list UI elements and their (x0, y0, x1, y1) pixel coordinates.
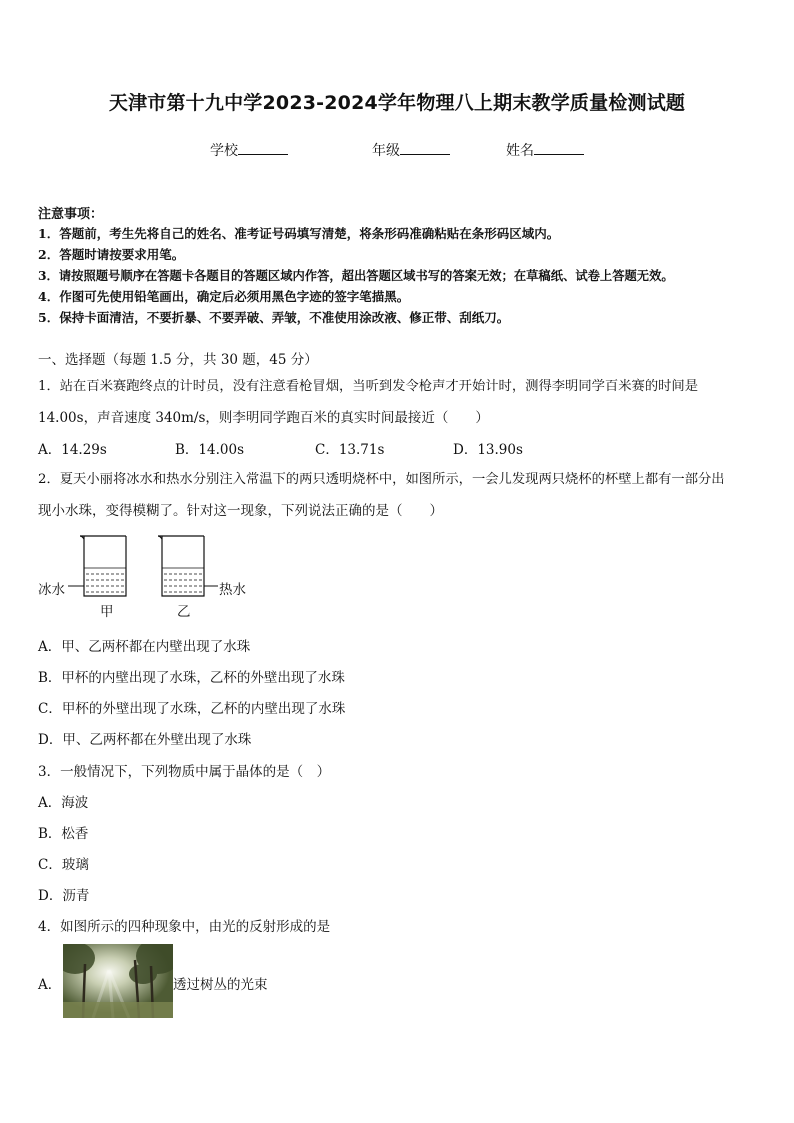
name-field[interactable] (506, 140, 584, 160)
grade-field[interactable] (372, 140, 450, 160)
section-heading: 一、选择题（每题 1.5 分，共 30 题，45 分） (38, 352, 318, 368)
school-label: 学校 (210, 143, 238, 159)
beaker-yi (158, 536, 204, 596)
q3-option-b[interactable]: B．松香 (38, 826, 89, 842)
q3-option-a[interactable]: A．海波 (38, 795, 89, 811)
cup-yi-label: 乙 (177, 604, 191, 620)
notice-item: 2．答题时请按要求用笔。 (38, 247, 185, 262)
page-title: 天津市第十九中学2023-2024学年物理八上期末教学质量检测试题 (108, 92, 686, 114)
q1-stem-line1: 1．站在百米赛跑终点的计时员，没有注意看枪冒烟，当听到发令枪声才开始计时，测得李明同学百米赛的时间是 (38, 379, 699, 394)
q4-option-a-letter[interactable]: A． (38, 977, 62, 993)
q1-stem-line2: 14.00s，声音速度 340m/s，则李明同学跑百米的真实时间最接近（ ） (38, 410, 489, 426)
grade-label: 年级 (372, 143, 400, 159)
q2-option-d[interactable]: D．甲、乙两杯都在外壁出现了水珠 (38, 732, 252, 748)
grade-blank[interactable] (400, 140, 450, 155)
q2-option-c[interactable]: C．甲杯的外壁出现了水珠，乙杯的内壁出现了水珠 (38, 701, 346, 717)
q2-stem-line1: 2．夏天小丽将冰水和热水分别注入常温下的两只透明烧杯中，如图所示，一会儿发现两只烧杯的杯壁上都有一部分出 (38, 472, 725, 487)
q3-option-d[interactable]: D．沥青 (38, 888, 90, 904)
school-blank[interactable] (238, 140, 288, 155)
q4-option-a-text[interactable]: 透过树丛的光束 (173, 977, 268, 993)
q1-option-a[interactable]: A．14.29s (38, 442, 107, 458)
beaker-figure (38, 530, 258, 620)
notice-item: 1．答题前，考生先将自己的姓名、准考证号码填写清楚，将条形码准确粘贴在条形码区域内。 (38, 226, 560, 241)
q2-option-b[interactable]: B．甲杯的内壁出现了水珠，乙杯的外壁出现了水珠 (38, 670, 345, 686)
notice-item: 5．保持卡面清洁，不要折暴、不要弄破、弄皱，不准使用涂改液、修正带、刮纸刀。 (38, 310, 510, 325)
notice-heading: 注意事项： (38, 207, 104, 222)
name-blank[interactable] (534, 140, 584, 155)
water-jia (84, 568, 126, 592)
q1-option-d[interactable]: D．13.90s (453, 442, 523, 458)
forest-light-photo (63, 944, 173, 1018)
q3-stem: 3．一般情况下，下列物质中属于晶体的是（ ） (38, 764, 331, 780)
q3-option-c[interactable]: C．玻璃 (38, 857, 89, 873)
name-label: 姓名 (506, 143, 534, 159)
notice-item: 4．作图可先使用铅笔画出，确定后必须用黑色字迹的签字笔描黑。 (38, 289, 410, 304)
hot-water-label: 热水 (219, 582, 246, 598)
beaker-jia (80, 536, 126, 596)
cup-jia-label: 甲 (100, 604, 114, 620)
ice-water-label: 冰水 (38, 582, 65, 598)
q4-stem: 4．如图所示的四种现象中，由光的反射形成的是 (38, 919, 331, 935)
q1-option-b[interactable]: B．14.00s (175, 442, 244, 458)
school-field[interactable] (210, 140, 288, 160)
q1-option-c[interactable]: C．13.71s (315, 442, 385, 458)
water-yi (162, 568, 204, 592)
notice-item: 3．请按照题号顺序在答题卡各题目的答题区域内作答，超出答题区域书写的答案无效；在草稿纸、试卷上答题无效。 (38, 268, 674, 283)
q2-stem-line2: 现小水珠，变得模糊了。针对这一现象，下列说法正确的是（ ） (38, 503, 443, 519)
q2-option-a[interactable]: A．甲、乙两杯都在内壁出现了水珠 (38, 639, 251, 655)
